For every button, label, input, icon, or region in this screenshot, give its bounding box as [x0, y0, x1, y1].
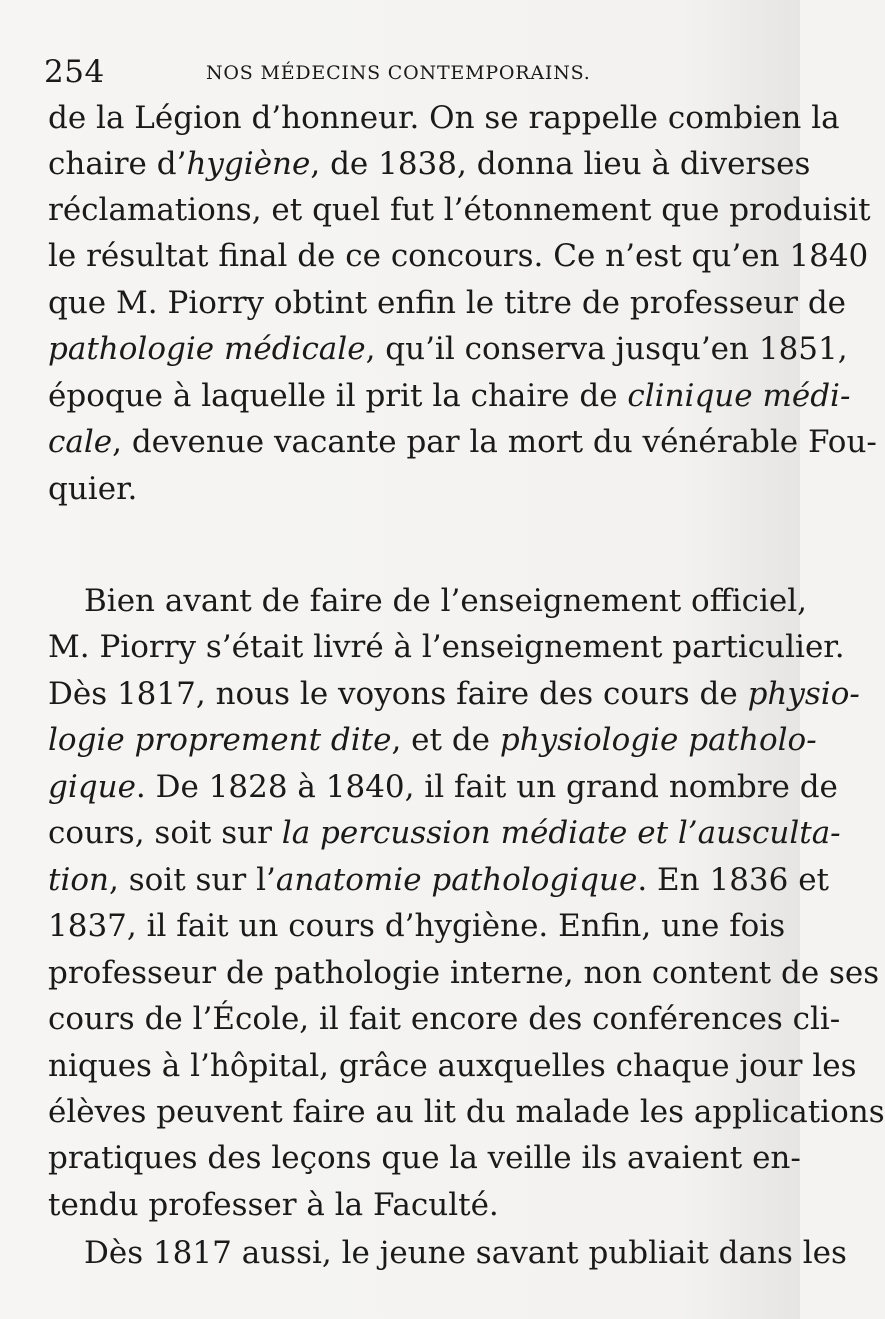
text-line: le résultat final de ce concours. Ce n’est qu’en 1840 [48, 238, 869, 274]
page-header [44, 52, 744, 96]
text-line: gique. De 1828 à 1840, il fait un grand nombre de [48, 769, 838, 805]
text-line: cours de l’École, il fait encore des conférences cli- [48, 1001, 841, 1037]
text-line: chaire d’hygiène, de 1838, donna lieu à diverses [48, 146, 811, 182]
running-head: NOS MÉDECINS CONTEMPORAINS. [206, 62, 591, 84]
text-line: logie proprement dite, et de physiologie patholo- [48, 722, 817, 758]
text-line: 1837, il fait un cours d’hygiène. Enfin, une fois [48, 908, 786, 944]
text-line: Dès 1817 aussi, le jeune savant publiait dans les [84, 1235, 847, 1271]
text-line: tendu professer à la Faculté. [48, 1187, 499, 1223]
text-line: quier. [48, 471, 138, 507]
text-line: Bien avant de faire de l’enseignement officiel, [84, 583, 808, 619]
text-line: pathologie médicale, qu’il conserva jusqu’en 1851, [48, 331, 848, 367]
text-line: professeur de pathologie interne, non content de ses [48, 955, 880, 991]
text-line: niques à l’hôpital, grâce auxquelles chaque jour les [48, 1048, 857, 1084]
page-number: 254 [44, 54, 105, 90]
text-line: que M. Piorry obtint enfin le titre de professeur de [48, 285, 847, 321]
text-line: cale, devenue vacante par la mort du vénérable Fou- [48, 424, 877, 460]
text-line: Dès 1817, nous le voyons faire des cours de physio- [48, 676, 860, 712]
text-line: réclamations, et quel fut l’étonnement que produisit [48, 192, 871, 228]
text-line: élèves peuvent faire au lit du malade les applications [48, 1094, 885, 1130]
text-line: pratiques des leçons que la veille ils avaient en- [48, 1140, 801, 1176]
text-line: M. Piorry s’était livré à l’enseignement particulier. [48, 629, 845, 665]
text-line: époque à laquelle il prit la chaire de clinique médi- [48, 378, 851, 414]
text-line: de la Légion d’honneur. On se rappelle combien la [48, 100, 840, 136]
text-line: cours, soit sur la percussion médiate et l’ausculta- [48, 815, 841, 851]
text-line: tion, soit sur l’anatomie pathologique. En 1836 et [48, 862, 830, 898]
